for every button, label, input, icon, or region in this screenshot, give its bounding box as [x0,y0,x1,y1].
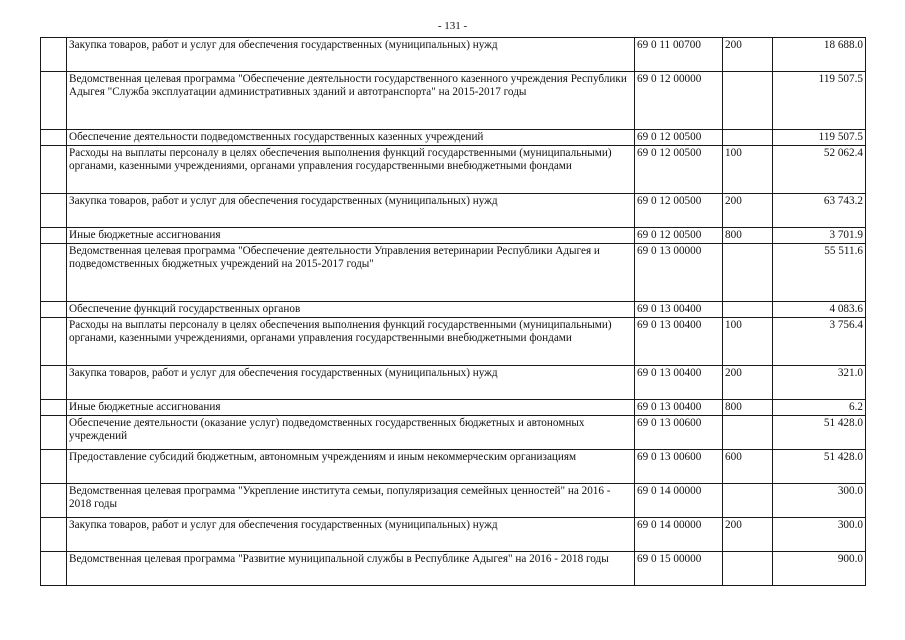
table-row [41,552,866,586]
row-sum: 4 083.6 [773,302,866,318]
row-code: 69 0 12 00500 [635,194,723,228]
row-expense-type [723,72,773,130]
row-code: 69 0 13 00400 [635,400,723,416]
row-name: Ведомственная целевая программа "Развитие муниципальной службы в Республике Адыгея" на 2016 - 2018 годы [67,552,635,586]
row-sum: 119 507.5 [773,130,866,146]
row-code: 69 0 13 00400 [635,366,723,400]
row-blank-cell [41,228,67,244]
row-name: Закупка товаров, работ и услуг для обеспечения государственных (муниципальных) нужд [67,38,635,72]
row-code: 69 0 12 00500 [635,228,723,244]
table-row [41,194,866,228]
row-blank-cell [41,552,67,586]
row-name: Расходы на выплаты персоналу в целях обеспечения выполнения функций государственными (муниципальными) органами, казенными учреждениями, органами управления государственными внебюджетными фондами [67,318,635,366]
row-name: Обеспечение функций государственных органов [67,302,635,318]
table-row [41,450,866,484]
row-blank-cell [41,318,67,366]
row-name: Ведомственная целевая программа "Укрепление института семьи, популяризация семейных ценностей" на 2016 - 2018 годы [67,484,635,518]
row-blank-cell [41,518,67,552]
row-sum: 300.0 [773,484,866,518]
row-expense-type: 100 [723,318,773,366]
row-expense-type: 600 [723,450,773,484]
row-sum: 52 062.4 [773,146,866,194]
table-row [41,400,866,416]
row-code: 69 0 11 00700 [635,38,723,72]
row-name: Закупка товаров, работ и услуг для обеспечения государственных (муниципальных) нужд [67,366,635,400]
table-row [41,366,866,400]
row-sum: 6.2 [773,400,866,416]
table-row [41,244,866,302]
row-code: 69 0 12 00500 [635,130,723,146]
row-sum: 63 743.2 [773,194,866,228]
row-name: Предоставление субсидий бюджетным, автономным учреждениям и иным некоммерческим организациям [67,450,635,484]
row-code: 69 0 14 00000 [635,518,723,552]
row-code: 69 0 13 00400 [635,302,723,318]
row-sum: 3 756.4 [773,318,866,366]
row-blank-cell [41,130,67,146]
row-name: Обеспечение деятельности (оказание услуг) подведомственных государственных бюджетных и автономных учреждений [67,416,635,450]
row-name: Ведомственная целевая программа "Обеспечение деятельности Управления ветеринарии Республики Адыгея и подведомственных бюджетных учреждений на 2015-2017 годы" [67,244,635,302]
row-blank-cell [41,416,67,450]
row-blank-cell [41,400,67,416]
table-row [41,484,866,518]
row-blank-cell [41,72,67,130]
row-sum: 55 511.6 [773,244,866,302]
budget-table [40,37,866,586]
row-sum: 900.0 [773,552,866,586]
row-expense-type: 800 [723,400,773,416]
table-row [41,318,866,366]
row-expense-type: 200 [723,518,773,552]
row-expense-type: 100 [723,146,773,194]
row-code: 69 0 12 00000 [635,72,723,130]
row-expense-type [723,552,773,586]
row-code: 69 0 13 00400 [635,318,723,366]
row-expense-type [723,130,773,146]
row-name: Иные бюджетные ассигнования [67,400,635,416]
row-blank-cell [41,484,67,518]
row-sum: 18 688.0 [773,38,866,72]
page-number: - 131 - [437,20,468,32]
row-blank-cell [41,146,67,194]
row-sum: 300.0 [773,518,866,552]
row-expense-type: 200 [723,38,773,72]
row-code: 69 0 15 00000 [635,552,723,586]
row-expense-type [723,484,773,518]
table-row [41,38,866,72]
table-row [41,130,866,146]
row-code: 69 0 13 00600 [635,416,723,450]
row-name: Расходы на выплаты персоналу в целях обеспечения выполнения функций государственными (муниципальными) органами, казенными учреждениями, органами управления государственными внебюджетными фондами [67,146,635,194]
row-expense-type [723,244,773,302]
row-blank-cell [41,244,67,302]
row-name: Ведомственная целевая программа "Обеспечение деятельности государственного казенного учреждения Республики Адыгея "Служба эксплуатации административных зданий и автотранспорта" на 2015-2017 годы [67,72,635,130]
row-blank-cell [41,38,67,72]
budget-table-body [41,38,866,586]
row-blank-cell [41,366,67,400]
row-name: Обеспечение деятельности подведомственных государственных казенных учреждений [67,130,635,146]
row-sum: 321.0 [773,366,866,400]
table-row [41,518,866,552]
row-code: 69 0 14 00000 [635,484,723,518]
row-code: 69 0 13 00600 [635,450,723,484]
row-name: Закупка товаров, работ и услуг для обеспечения государственных (муниципальных) нужд [67,194,635,228]
row-expense-type [723,302,773,318]
table-row [41,72,866,130]
row-blank-cell [41,450,67,484]
row-sum: 119 507.5 [773,72,866,130]
table-row [41,228,866,244]
table-row [41,416,866,450]
row-expense-type: 200 [723,366,773,400]
table-row [41,146,866,194]
row-sum: 3 701.9 [773,228,866,244]
row-code: 69 0 13 00000 [635,244,723,302]
row-blank-cell [41,194,67,228]
row-expense-type [723,416,773,450]
row-blank-cell [41,302,67,318]
row-name: Закупка товаров, работ и услуг для обеспечения государственных (муниципальных) нужд [67,518,635,552]
row-expense-type: 200 [723,194,773,228]
row-expense-type: 800 [723,228,773,244]
row-name: Иные бюджетные ассигнования [67,228,635,244]
row-sum: 51 428.0 [773,416,866,450]
row-sum: 51 428.0 [773,450,866,484]
row-code: 69 0 12 00500 [635,146,723,194]
table-row [41,302,866,318]
